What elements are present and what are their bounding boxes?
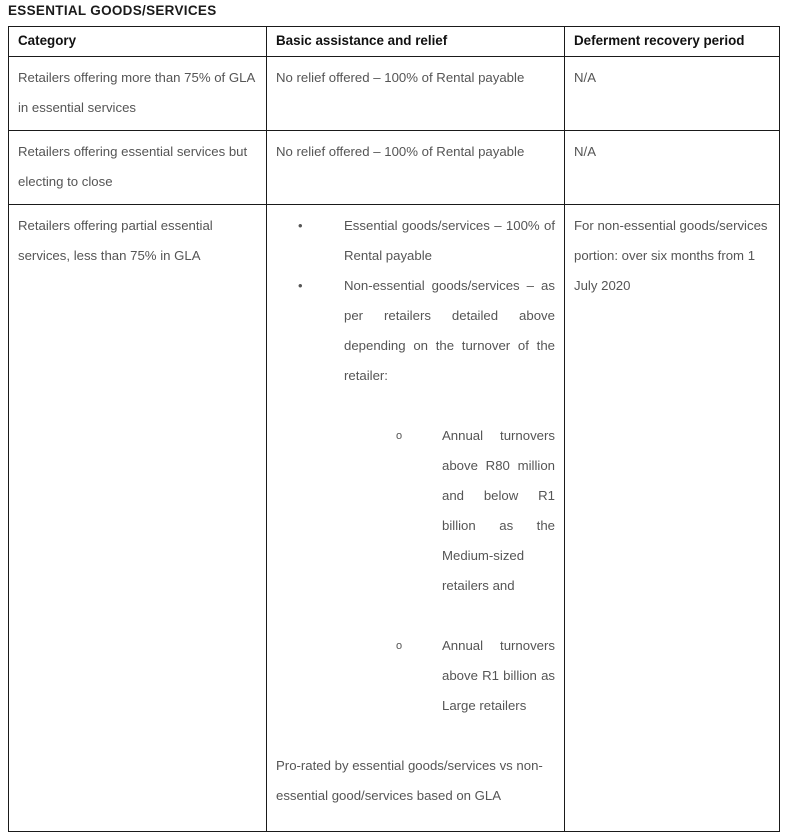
- assistance-sub-bullet-list: [276, 421, 555, 721]
- spacer: [276, 391, 555, 421]
- cell-category: [9, 131, 267, 205]
- sub-bullet-text: Annual turnovers above R80 million and below R1 billion as the Medium-sized retailers and: [442, 428, 555, 593]
- column-header-assistance: Basic assistance and relief: [267, 27, 565, 57]
- cell-assistance: [267, 131, 565, 205]
- assistance-bullet-list: [276, 211, 555, 811]
- column-header-category: Category: [9, 27, 267, 57]
- cell-category: [9, 57, 267, 131]
- cell-deferment: [565, 205, 780, 832]
- page-title: ESSENTIAL GOODS/SERVICES: [8, 3, 217, 18]
- deferment-text: N/A: [574, 70, 596, 85]
- category-text: Retailers offering essential services but electing to close: [18, 144, 248, 189]
- sub-bullet-text: Annual turnovers above R1 billion as Large retailers: [442, 638, 555, 713]
- category-text: Retailers offering partial essential services, less than 75% in GLA: [18, 218, 213, 263]
- bullet-marker-icon: •: [298, 218, 303, 233]
- sub-bullet-marker-icon: o: [396, 640, 403, 652]
- relief-table: [8, 26, 780, 832]
- sub-bullet-item: [374, 421, 555, 601]
- deferment-text: N/A: [574, 144, 596, 159]
- assistance-text: No relief offered – 100% of Rental payable: [276, 144, 525, 159]
- bullet-item: [276, 211, 555, 271]
- bullet-marker-icon: •: [298, 278, 303, 293]
- spacer: [276, 601, 555, 631]
- sub-bullet-item: [374, 631, 555, 721]
- sub-bullet-marker-icon: o: [396, 430, 403, 442]
- cell-deferment: [565, 57, 780, 131]
- table-header: [9, 27, 780, 57]
- bullet-text: Essential goods/services – 100% of Rental payable: [344, 218, 555, 263]
- bullet-item: [276, 271, 555, 391]
- category-text: Retailers offering more than 75% of GLA in essential services: [18, 70, 255, 115]
- cell-assistance: [267, 57, 565, 131]
- table-body: [9, 57, 780, 832]
- deferment-text: For non-essential goods/services portion: over six months from 1 July 2020: [574, 218, 768, 293]
- assistance-closing-note: Pro-rated by essential goods/services vs non-essential good/services based on GLA: [276, 758, 543, 803]
- cell-category: [9, 205, 267, 832]
- cell-deferment: [565, 131, 780, 205]
- table-header-row: [9, 27, 780, 57]
- bullet-text: Non-essential goods/services – as per retailers detailed above depending on the turnover of the retailer:: [344, 278, 555, 383]
- cell-assistance: [267, 205, 565, 832]
- table-row: [9, 205, 780, 832]
- column-header-deferment: Deferment recovery period: [565, 27, 780, 57]
- table-row: [9, 131, 780, 205]
- assistance-text: No relief offered – 100% of Rental payable: [276, 70, 525, 85]
- table-row: [9, 57, 780, 131]
